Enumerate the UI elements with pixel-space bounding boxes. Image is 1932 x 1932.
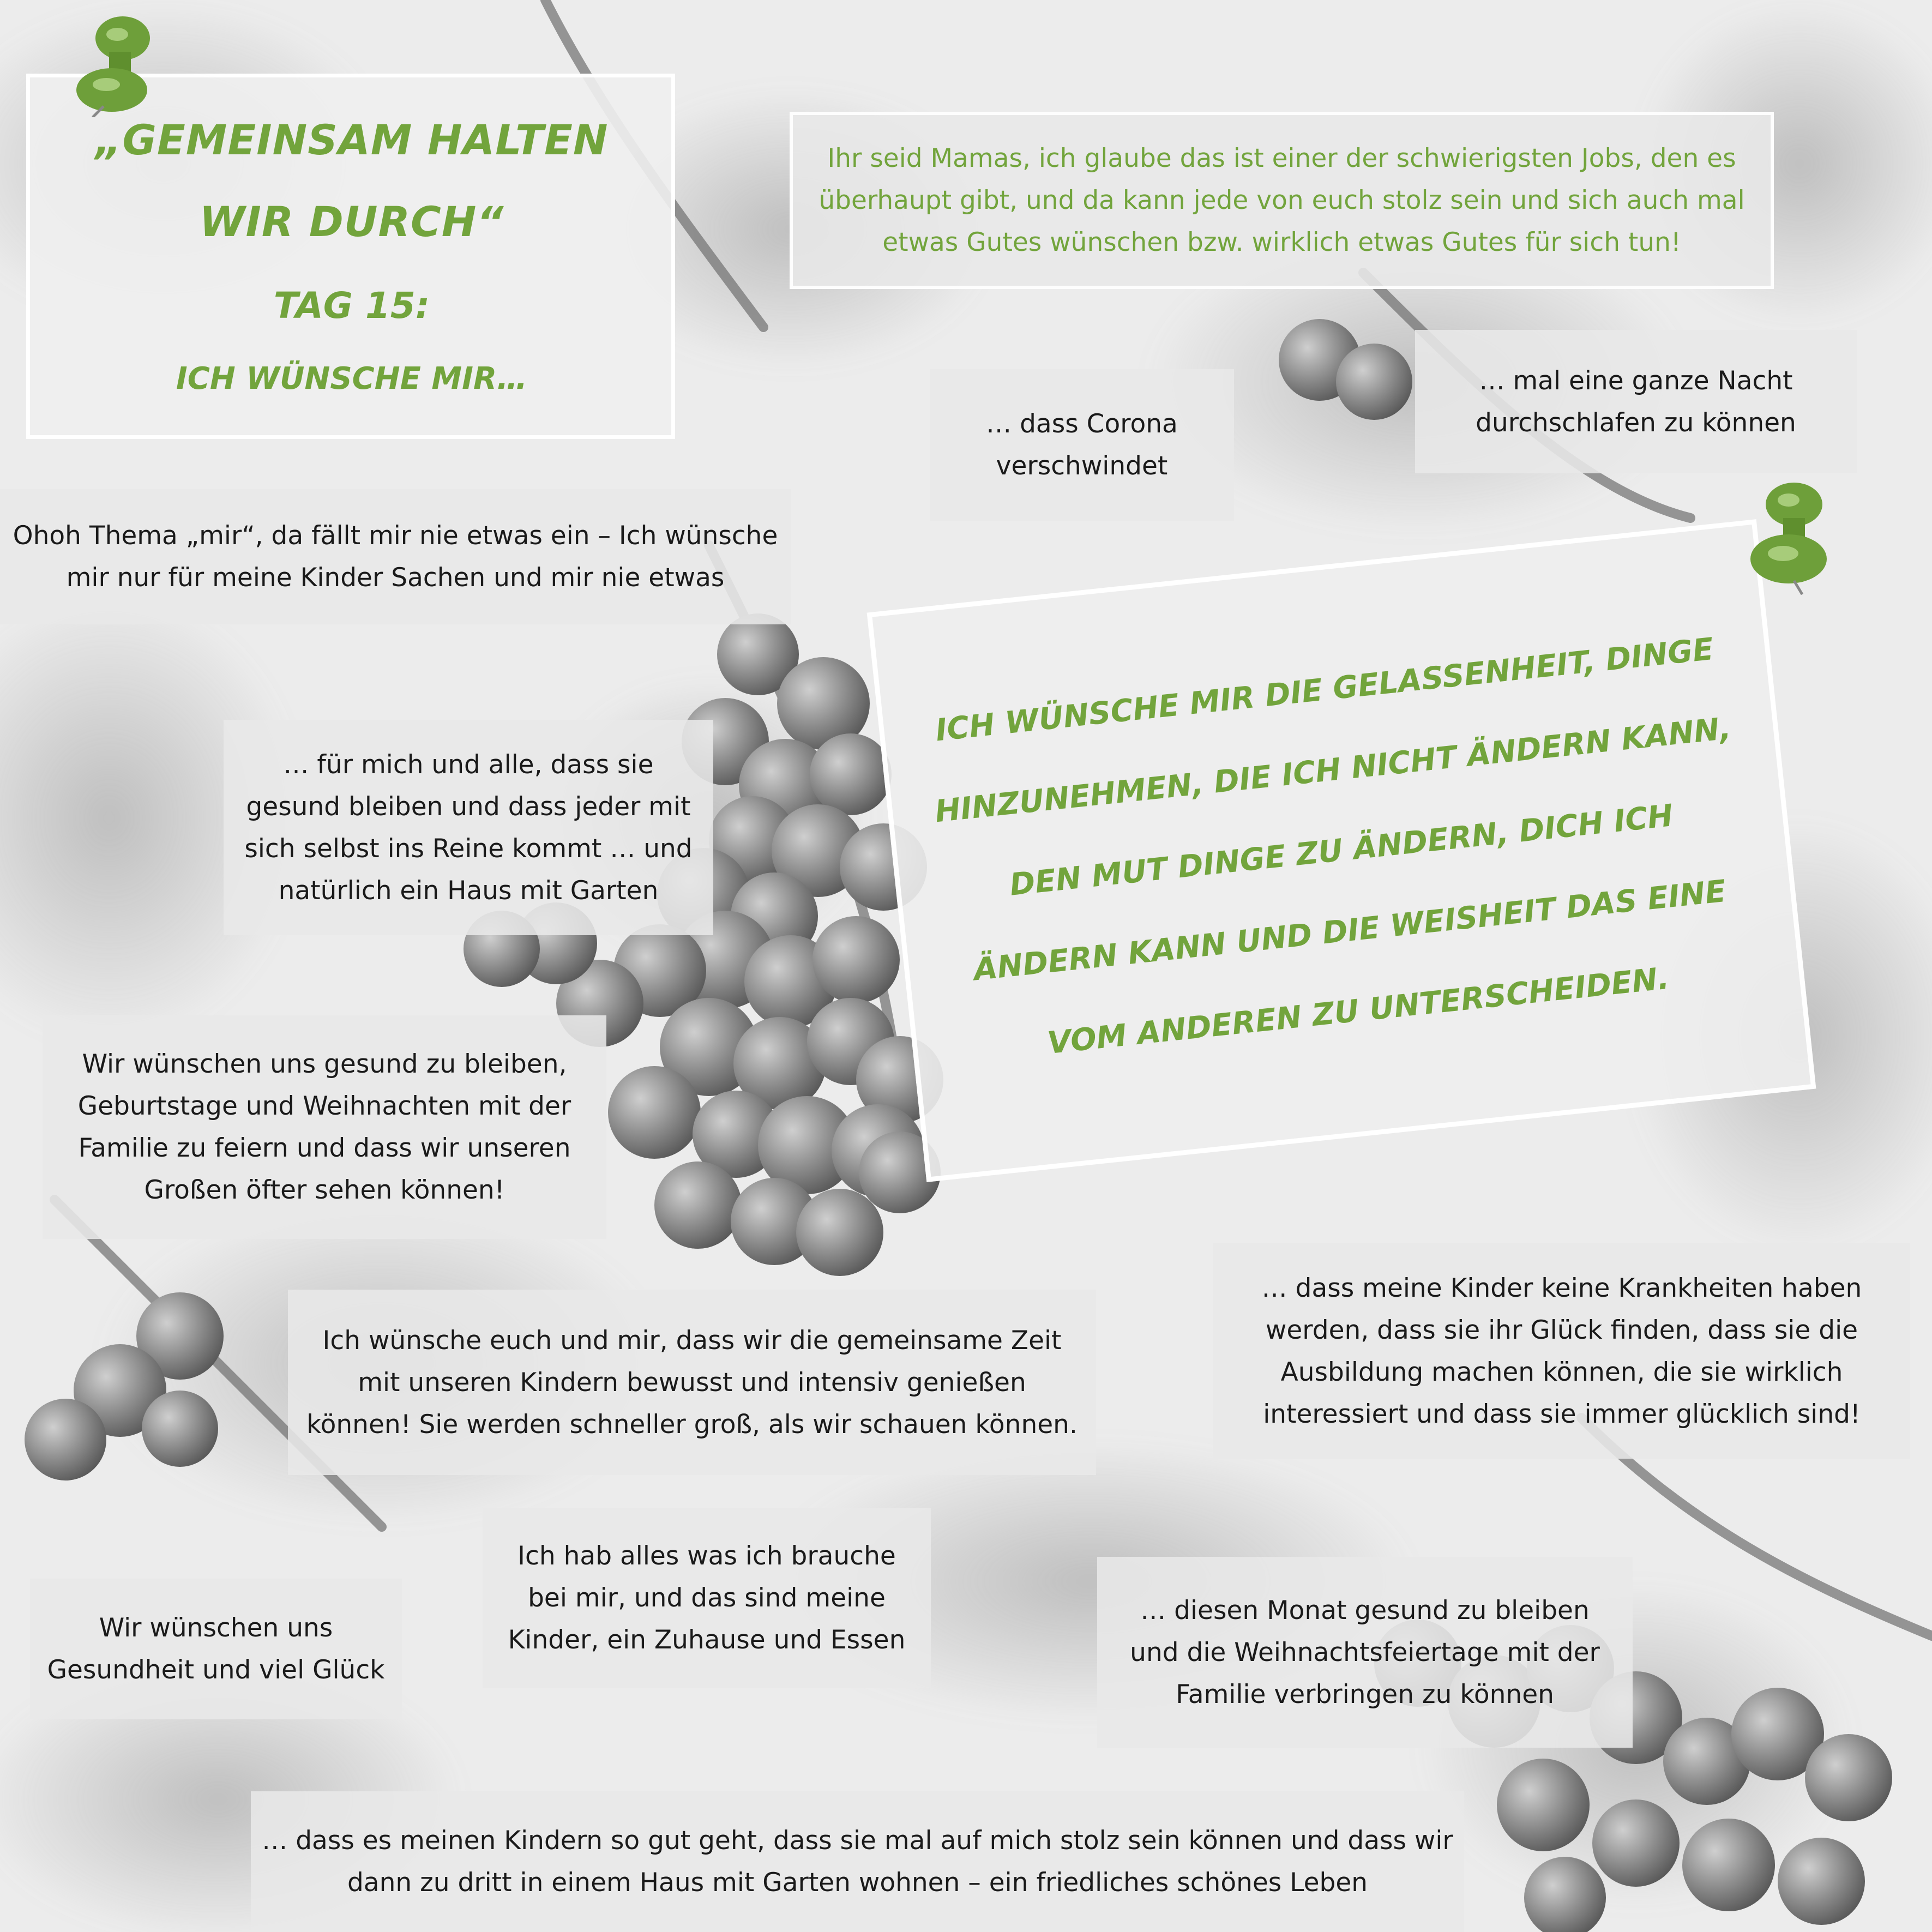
note-line: Ausbildung machen können, die sie wirklich <box>1280 1357 1843 1387</box>
note-line: verschwindet <box>996 451 1168 481</box>
note-line: Kinder, ein Zuhause und Essen <box>508 1624 906 1655</box>
note-line: … diesen Monat gesund zu bleiben <box>1140 1595 1590 1626</box>
title-day: TAG 15: <box>273 285 430 327</box>
note-line: und die Weihnachtsfeiertage mit der <box>1130 1637 1600 1668</box>
note-line: werden, dass sie ihr Glück finden, dass sie die <box>1265 1315 1858 1345</box>
wish-note-everything <box>483 1508 931 1688</box>
wish-note-future <box>1213 1243 1910 1459</box>
wish-note-luck <box>30 1579 402 1719</box>
note-line: … dass meine Kinder keine Krankheiten haben <box>1261 1273 1862 1303</box>
title-prompt: ICH WÜNSCHE MIR… <box>176 361 528 396</box>
wish-note-time <box>288 1290 1096 1475</box>
note-line: … dass Corona <box>986 409 1178 439</box>
note-line: Großen öfter sehen können! <box>144 1175 505 1205</box>
wish-note-month <box>1097 1557 1633 1748</box>
intro-note <box>790 112 1774 289</box>
pushpin-icon <box>71 8 164 117</box>
pushpin-icon <box>1742 477 1835 597</box>
note-line: … mal eine ganze Nacht <box>1479 365 1793 396</box>
note-line: können! Sie werden schneller groß, als wir schauen können. <box>306 1409 1078 1440</box>
note-line: Familie verbringen zu können <box>1176 1679 1554 1710</box>
note-line: Familie zu feiern und dass wir unseren <box>78 1133 571 1163</box>
quote-text: ICH WÜNSCHE MIR DIE GELASSENHEIT, DINGE HINZUNEHMEN, DIE ICH NICHT ÄNDERN KANN, DEN MUT DINGE ZU ÄNDERN, DICH ICH ÄNDERN KANN UND DIE WEISHEIT DAS EINE VOM ANDEREN ZU UNTERSCHEIDEN. <box>933 631 1733 1062</box>
note-line: … dass es meinen Kindern so gut geht, dass sie mal auf mich stolz sein können und dass wir <box>262 1826 1453 1856</box>
note-line: … für mich und alle, dass sie <box>283 749 654 780</box>
note-line: natürlich ein Haus mit Garten <box>278 875 659 906</box>
wish-note-corona <box>930 369 1234 521</box>
note-line: Ich hab alles was ich brauche <box>517 1540 896 1571</box>
note-line: gesund bleiben und dass jeder mit <box>246 791 691 822</box>
intro-text: Ihr seid Mamas, ich glaube das ist einer der schwierigsten Jobs, den es überhaupt gibt, und da kann jede von euch stolz sein und sich auch mal etwas Gutes wünschen bzw. wirklich etwas Gutes für sich tun! <box>818 143 1745 257</box>
note-line: bei mir, und das sind meine <box>528 1582 886 1613</box>
wish-note-birthdays <box>43 1015 606 1239</box>
note-line: Ohoh Thema „mir“, da fällt mir nie etwas ein – Ich wünsche <box>13 521 778 551</box>
note-line: durchschlafen zu können <box>1476 407 1796 438</box>
note-line: sich selbst ins Reine kommt … und <box>244 833 693 864</box>
note-line: interessiert und dass sie immer glücklich sind! <box>1263 1399 1861 1429</box>
wish-note-house <box>251 1791 1464 1932</box>
note-line: Wir wünschen uns gesund zu bleiben, <box>82 1049 567 1079</box>
title-heading: „GEMEINSAM HALTEN WIR DURCH“ <box>95 116 609 246</box>
note-line: mit unseren Kindern bewusst und intensiv genießen <box>358 1367 1026 1398</box>
wish-note-children <box>0 489 791 624</box>
note-line: Ich wünsche euch und mir, dass wir die gemeinsame Zeit <box>322 1325 1062 1356</box>
wish-note-health <box>224 720 713 935</box>
title-card <box>26 74 675 439</box>
note-line: dann zu dritt in einem Haus mit Garten wohnen – ein friedliches schönes Leben <box>347 1868 1368 1898</box>
note-line: mir nur für meine Kinder Sachen und mir nie etwas <box>66 563 725 593</box>
wish-note-sleep <box>1415 330 1857 473</box>
note-line: Gesundheit und viel Glück <box>47 1655 385 1685</box>
note-line: Wir wünschen uns <box>99 1613 333 1643</box>
note-line: Geburtstage und Weihnachten mit der <box>77 1091 571 1121</box>
quote-card <box>867 519 1816 1182</box>
